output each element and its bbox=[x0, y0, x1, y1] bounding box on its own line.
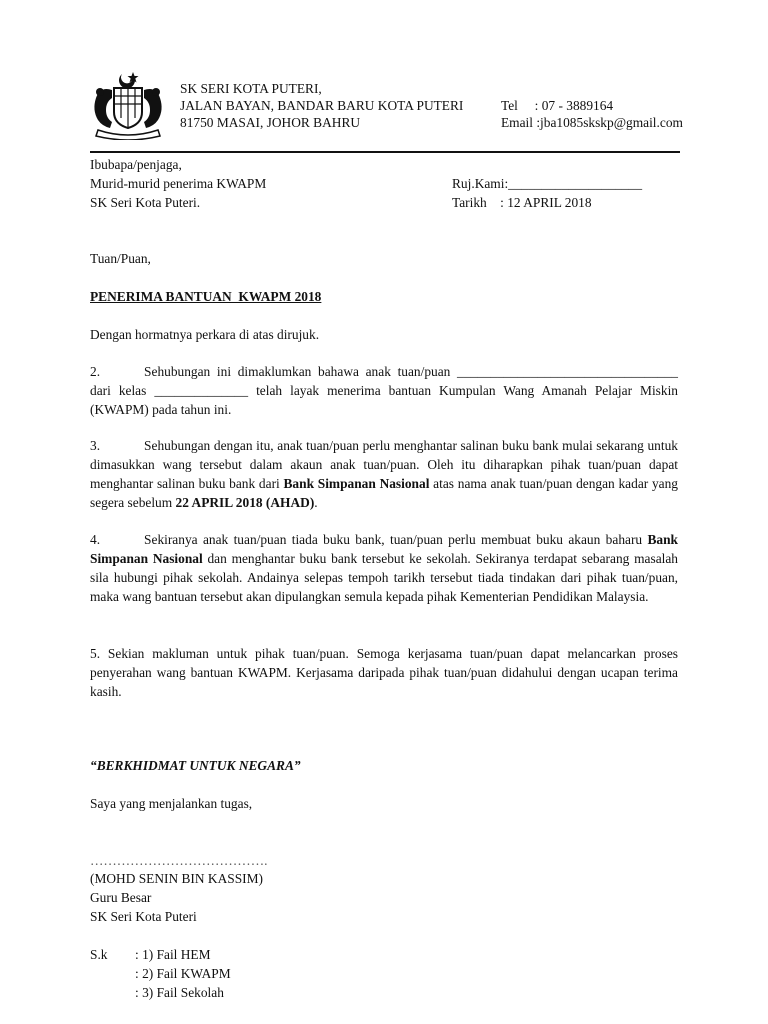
signatory-name: (MOHD SENIN BIN KASSIM) bbox=[90, 871, 263, 886]
sk-item: : 1) Fail HEM bbox=[135, 947, 211, 962]
school-email: Email :jba1085skskp@gmail.com bbox=[501, 115, 683, 130]
school-address-line2: 81750 MASAI, JOHOR BAHRU bbox=[180, 115, 361, 130]
paragraph-2-number: 2. bbox=[90, 364, 101, 379]
paragraph-2 bbox=[90, 362, 678, 419]
paragraph-3-number: 3. bbox=[90, 438, 101, 453]
paragraph-2-text: Sehubungan ini dimaklumkan bahawa anak tuan/puan _________________________________ dari kelas ______________ telah layak menerima bantuan Kumpulan Wang Amanah Pelajar Miskin (KWAPM) pada tahun ini. bbox=[90, 364, 678, 417]
deadline-date: 22 APRIL 2018 (AHAD) bbox=[175, 495, 315, 510]
sk-item: : 2) Fail KWAPM bbox=[135, 966, 231, 981]
salutation: Tuan/Puan, bbox=[90, 251, 151, 266]
bank-name: Bank Simpanan Nasional bbox=[90, 532, 678, 566]
sk-label: S.k bbox=[90, 947, 108, 962]
school-address-line1: JALAN BAYAN, BANDAR BARU KOTA PUTERI bbox=[180, 98, 464, 113]
paragraph-5: 5. Sekian makluman untuk pihak tuan/puan. Semoga kerjasama tuan/puan dapat melancarkan proses penyerahan wang bantuan KWAPM. Kerjasama daripada pihak tuan/puan didahului dengan ucapan terima kasih. bbox=[90, 646, 678, 699]
recipient-line2: Murid-murid penerima KWAPM bbox=[90, 176, 267, 191]
signatory-school: SK Seri Kota Puteri bbox=[90, 909, 197, 924]
recipient-line3: SK Seri Kota Puteri. bbox=[90, 195, 201, 210]
coat-of-arms-icon bbox=[88, 70, 168, 140]
reference-date: Tarikh : 12 APRIL 2018 bbox=[452, 195, 592, 210]
recipient-line1: Ibubapa/penjaga, bbox=[90, 157, 182, 172]
paragraph-4-number: 4. bbox=[90, 532, 101, 547]
school-tel: Tel : 07 - 3889164 bbox=[501, 98, 614, 113]
signature-line: …………………………………. bbox=[90, 853, 268, 868]
closing-line: Saya yang menjalankan tugas, bbox=[90, 796, 253, 811]
motto: “BERKHIDMAT UNTUK NEGARA” bbox=[90, 758, 301, 773]
sk-item: : 3) Fail Sekolah bbox=[135, 985, 224, 1000]
paragraph-4: 4. Sekiranya anak tuan/puan tiada buku bank, tuan/puan perlu membuat buku akaun baharu Bank Simpanan Nasional dan menghantar buku bank tersebut ke sekolah. Sekiranya terdapat sebarang masalah sila hubungi pihak sekolah. Andainya selepas tempoh tarikh tersebut tiada tindakan dari pihak tuan/puan, maka wang bantuan tersebut akan dipulangkan semula kepada pihak Kementerian Pendidikan Malaysia. bbox=[90, 532, 678, 604]
school-name: SK SERI KOTA PUTERI, bbox=[180, 81, 322, 96]
opening-line: Dengan hormatnya perkara di atas dirujuk. bbox=[90, 327, 320, 342]
header-divider bbox=[90, 151, 680, 153]
bank-name: Bank Simpanan Nasional bbox=[283, 476, 430, 491]
paragraph-3: 3. Sehubungan dengan itu, anak tuan/puan perlu menghantar salinan buku bank mulai sekarang untuk dimasukkan wang tersebut dalam akaun anak tuan/puan. Oleh itu diharapkan pihak tuan/puan dapat menghantar salinan buku bank dari Bank Simpanan Nasional atas nama anak tuan/puan dengan kadar yang segera sebelum 22 APRIL 2018 (AHAD). bbox=[90, 438, 678, 510]
reference-number: Ruj.Kami:____________________ bbox=[452, 176, 643, 191]
subject-title: PENERIMA BANTUAN KWAPM 2018 bbox=[90, 289, 322, 304]
signatory-position: Guru Besar bbox=[90, 890, 152, 905]
